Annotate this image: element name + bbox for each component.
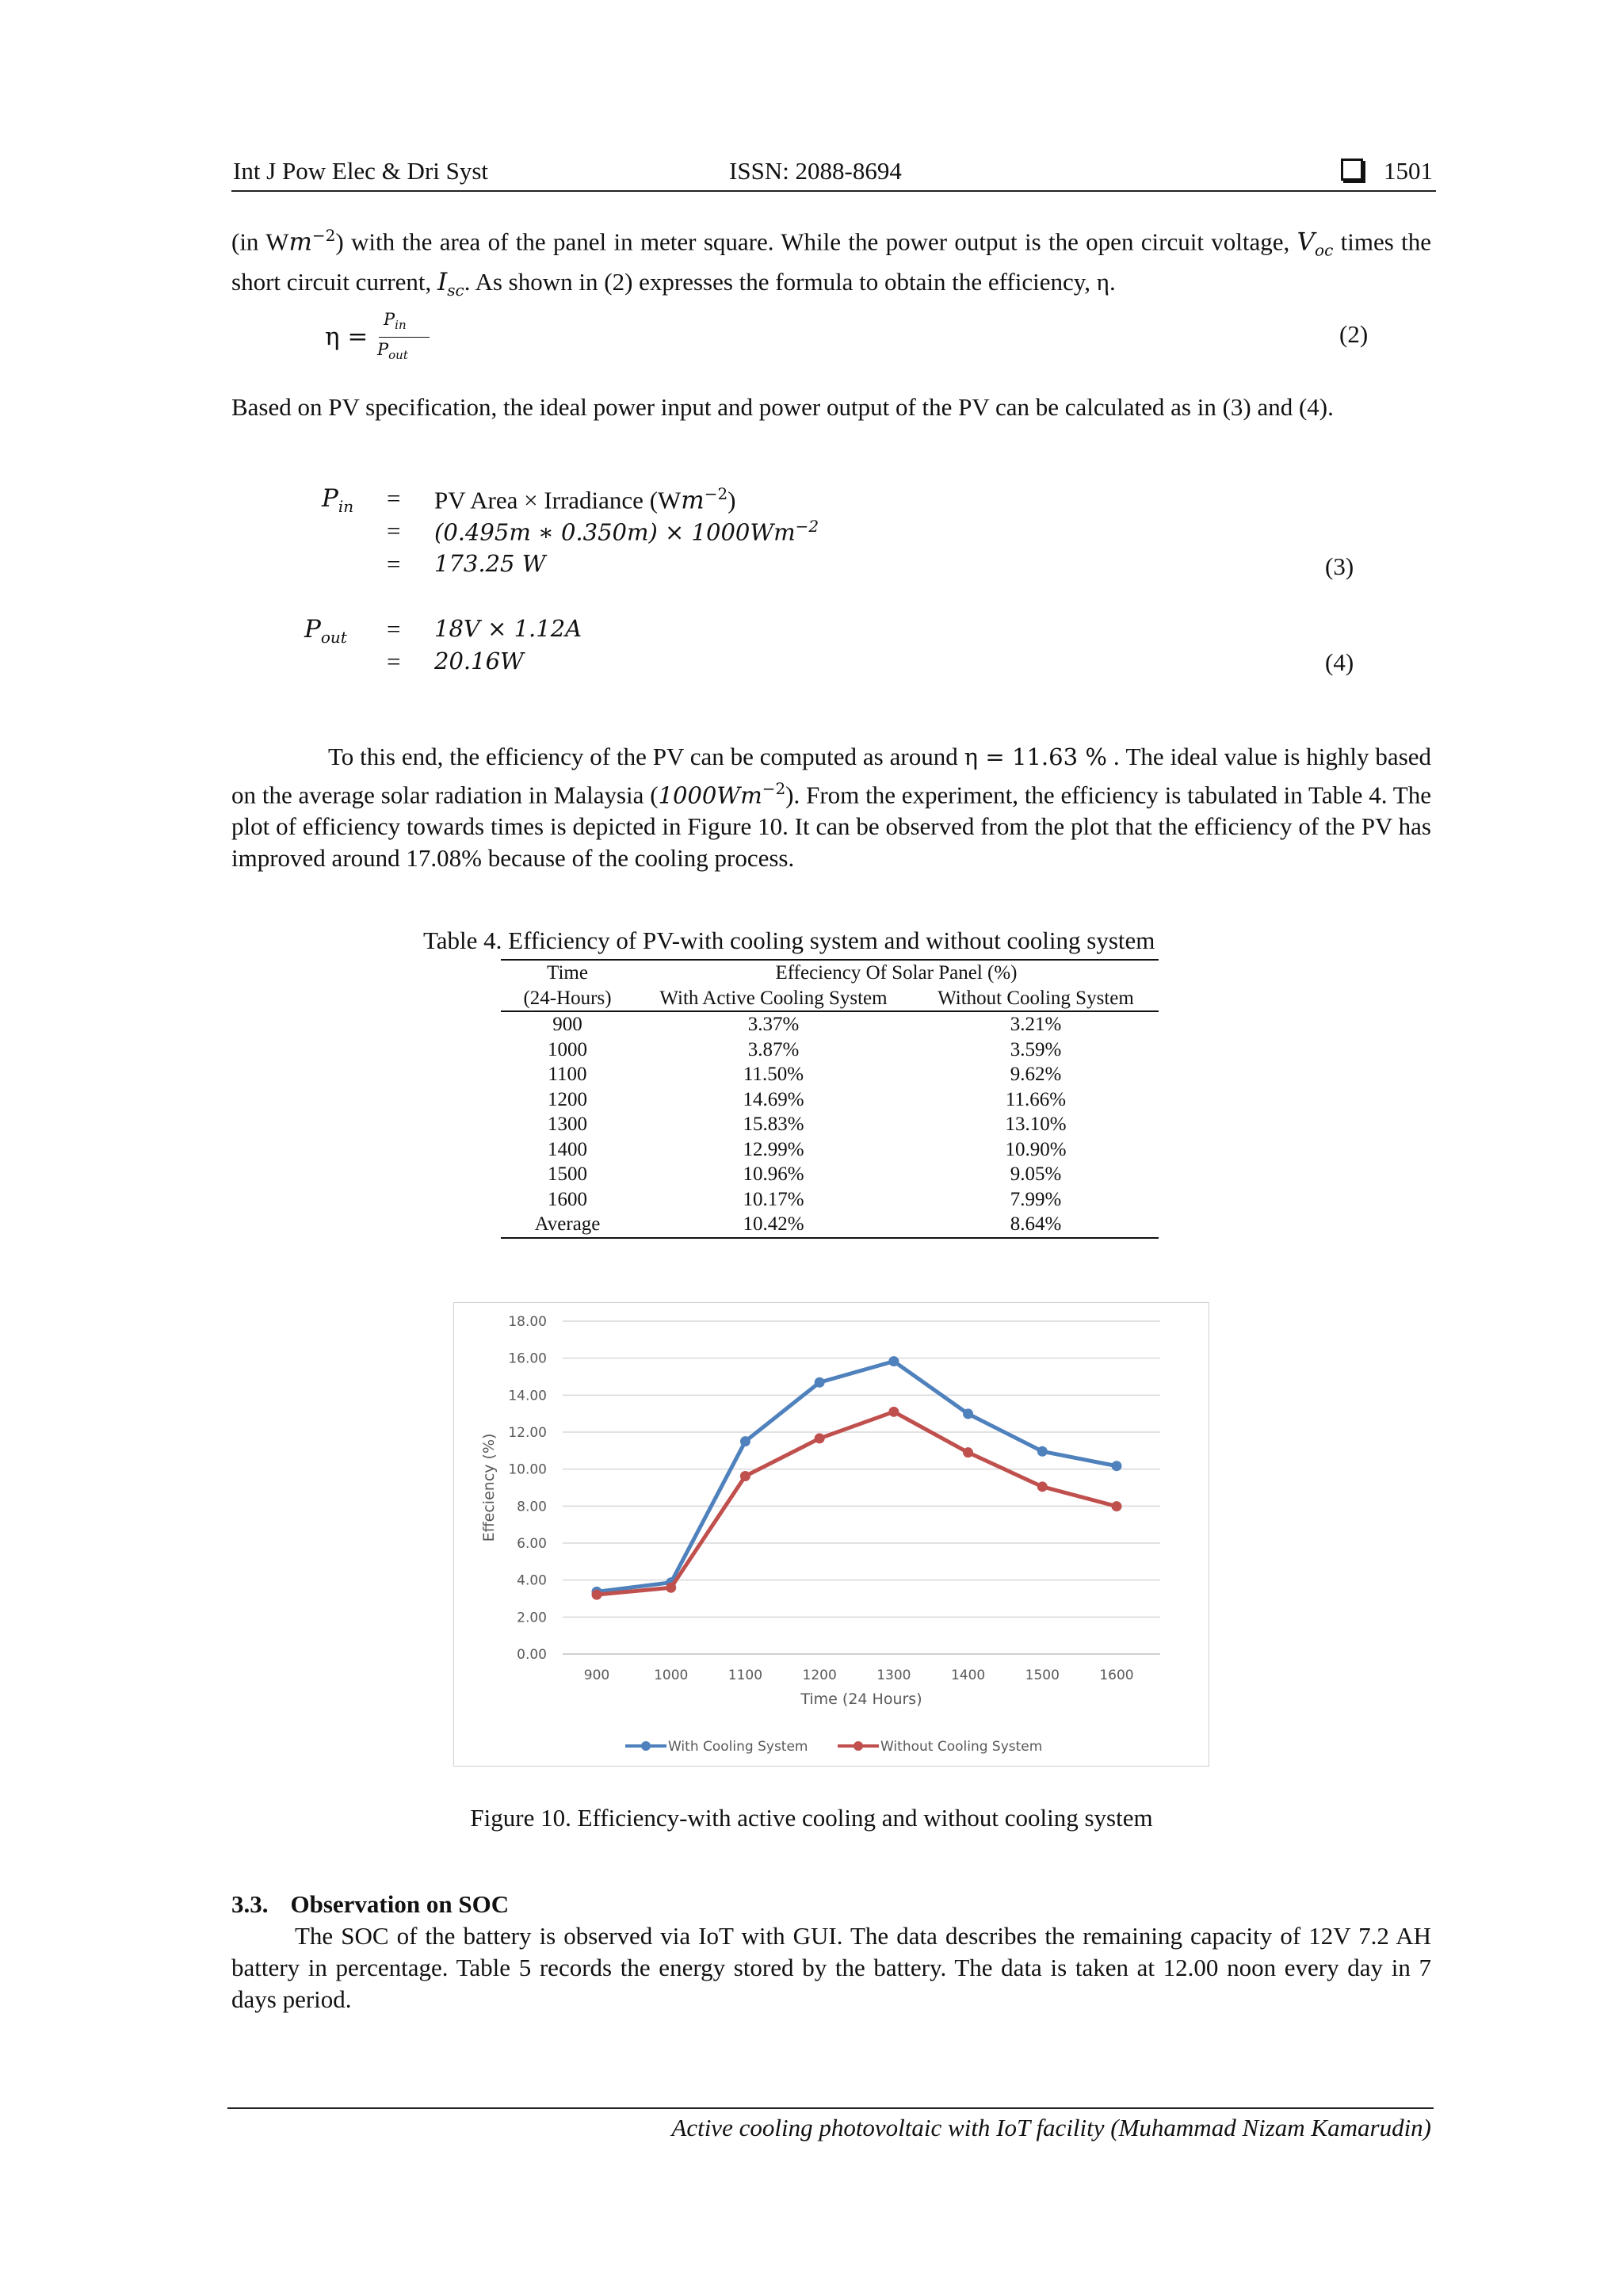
table-4-body (501, 1011, 1159, 1238)
x-tick-label: 1100 (727, 1668, 763, 1683)
cell-time: 1600 (548, 1188, 587, 1210)
math-isc: I (437, 267, 448, 296)
math-run: P (322, 484, 338, 513)
table-row (501, 1112, 1159, 1137)
math-sup: −2 (795, 517, 819, 536)
x-axis-label: Time (24 Hours) (800, 1690, 922, 1708)
checkbox-square-icon (1341, 159, 1363, 181)
table-row (501, 1187, 1159, 1213)
col-header-time: Time (547, 962, 588, 984)
legend-swatch-marker (854, 1741, 863, 1751)
cell-without-cooling: 7.99% (1010, 1188, 1062, 1210)
y-tick-label: 12.00 (508, 1425, 547, 1441)
math-sub: oc (1315, 240, 1334, 260)
cell-without-cooling: 13.10% (1005, 1114, 1067, 1135)
cell-with-cooling: 10.42% (743, 1213, 804, 1235)
text-run: To this end, the efficiency of the PV can be computed as around (328, 743, 964, 770)
data-point (815, 1377, 825, 1388)
data-point (963, 1408, 973, 1419)
data-point (592, 1590, 602, 1600)
table-4-caption: Table 4. Efficiency of PV-with cooling system and without cooling system (423, 926, 1155, 954)
eq3-equals-2: = (387, 517, 401, 544)
cell-with-cooling: 14.69% (743, 1088, 804, 1110)
cell-with-cooling: 3.37% (747, 1014, 800, 1035)
section-heading (231, 1890, 509, 1919)
col-header-time-unit: (24-Hours) (501, 986, 634, 1012)
cell-without-cooling: 11.66% (1005, 1088, 1067, 1110)
cell-time: 1400 (548, 1138, 587, 1160)
eq4-row1: 18V × 1.12A (434, 615, 582, 642)
eq2-lhs: η = (325, 323, 369, 351)
cell-without-cooling: 8.64% (1010, 1213, 1062, 1235)
series-line (597, 1412, 1117, 1595)
table-4 (501, 959, 1159, 1239)
series-line (597, 1362, 1117, 1592)
x-tick-label: 1200 (802, 1668, 837, 1683)
y-axis-label: Effeciency (%) (480, 1433, 498, 1542)
col-header-without-cooling: Without Cooling System (913, 986, 1159, 1012)
section-number: 3.3. (231, 1890, 269, 1918)
eq4-lhs (304, 615, 347, 647)
data-point (666, 1583, 676, 1593)
eq4-row2: 20.16W (434, 648, 524, 674)
eq4-equals-1: = (387, 615, 401, 643)
math-sup: −2 (704, 484, 728, 503)
x-tick-label: 1600 (1099, 1668, 1134, 1683)
legend-entry: With Cooling System (668, 1739, 808, 1755)
data-point (888, 1407, 899, 1417)
math-sub: sc (447, 280, 464, 300)
figure-10-chart (453, 1302, 1209, 1767)
data-point (888, 1356, 899, 1366)
table-row (501, 1062, 1159, 1087)
table-row (501, 1087, 1159, 1113)
text-run: . As shown in (2) expresses the formula to obtain the efficiency, η. (464, 267, 1116, 296)
paragraph-efficiency (231, 741, 1431, 874)
data-point (815, 1433, 825, 1443)
table-row (501, 1162, 1159, 1187)
eq3-equals-1: = (387, 484, 401, 512)
cell-time: 1500 (548, 1163, 587, 1185)
cell-without-cooling: 10.90% (1005, 1138, 1067, 1160)
eq3-row3: 173.25 W (434, 550, 546, 577)
cell-with-cooling: 3.87% (747, 1038, 800, 1060)
data-point (1112, 1461, 1122, 1471)
page-header (231, 155, 1436, 192)
journal-name: Int J Pow Elec & Dri Syst (233, 157, 489, 185)
math-run: η = 11.63 % (964, 743, 1107, 770)
cell-time: 1300 (548, 1114, 587, 1135)
y-tick-label: 8.00 (517, 1499, 547, 1515)
text-run: (in W (231, 227, 289, 256)
table-row (501, 1037, 1159, 1063)
text-run: ). From the experiment, the efficiency is tabulated in Table 4. The plot of efficiency towards times is depicted in Figure 10. It can be observed from the plot that the efficiency of the PV has improved around 17.08% because of the cooling process. (231, 781, 1431, 873)
math-run: m (288, 227, 312, 257)
issn: ISSN: 2088-8694 (729, 157, 902, 185)
text-run: ) with the area of the panel in meter square. While the power output is the open circuit voltage, (335, 227, 1297, 256)
y-tick-label: 0.00 (517, 1647, 547, 1663)
eq2-denominator (377, 340, 408, 362)
cell-with-cooling: 10.17% (743, 1188, 804, 1210)
data-point (740, 1436, 750, 1446)
legend-swatch-marker (641, 1741, 651, 1751)
data-point (1037, 1446, 1048, 1457)
figure-10-caption: Figure 10. Efficiency-with active cooling and without cooling system (470, 1804, 1153, 1832)
text-run: ) (727, 486, 736, 514)
math-run: m (681, 486, 705, 515)
x-tick-label: 900 (583, 1668, 610, 1683)
section-title: Observation on SOC (290, 1890, 510, 1918)
text-run: . The ideal value is highly based on the average solar radiation in Malaysia ( (231, 743, 1432, 809)
eq3-row1 (434, 484, 736, 514)
y-tick-label: 2.00 (517, 1610, 547, 1626)
math-voc: V (1296, 227, 1316, 257)
cell-time: 1200 (548, 1088, 587, 1110)
cell-without-cooling: 9.62% (1010, 1064, 1062, 1085)
cell-with-cooling: 15.83% (743, 1114, 804, 1135)
table-row (501, 1212, 1159, 1238)
y-tick-label: 18.00 (508, 1314, 547, 1330)
page-number-group (1341, 157, 1433, 185)
math-run: P (377, 340, 389, 359)
math-run: 1000Wm (658, 781, 762, 809)
math-sup: −2 (762, 779, 786, 798)
math-sub: in (338, 497, 354, 517)
fraction-bar (379, 337, 430, 338)
cell-without-cooling: 9.05% (1010, 1163, 1062, 1185)
equation-2-label: (2) (1339, 320, 1369, 348)
math-sup: −2 (311, 226, 336, 245)
cell-without-cooling: 3.59% (1010, 1038, 1062, 1060)
cell-without-cooling: 3.21% (1010, 1014, 1062, 1035)
x-tick-label: 1500 (1025, 1668, 1060, 1683)
y-tick-label: 16.00 (508, 1350, 547, 1367)
y-tick-label: 6.00 (517, 1536, 547, 1552)
page-number: 1501 (1384, 157, 1433, 185)
math-sub: in (395, 318, 407, 333)
eq2-numerator (384, 310, 407, 332)
math-sub: out (388, 348, 408, 363)
cell-time: 1100 (548, 1064, 587, 1085)
eq3-lhs (322, 484, 353, 516)
data-point (1037, 1481, 1048, 1492)
paragraph-power-input (231, 220, 1431, 306)
eq3-equals-3: = (387, 550, 401, 578)
data-point (1112, 1501, 1122, 1511)
cell-time: Average (534, 1213, 601, 1235)
cell-with-cooling: 10.96% (743, 1163, 804, 1185)
math-run: (0.495m ∗ 0.350m) × 1000Wm (434, 518, 796, 546)
eq4-equals-2: = (387, 648, 401, 675)
cell-time: 900 (552, 1014, 582, 1035)
table-row (501, 1011, 1159, 1037)
footer-rule (227, 2107, 1434, 2109)
text-run: PV Area × Irradiance (W (434, 486, 682, 514)
y-tick-label: 10.00 (508, 1461, 547, 1478)
math-sub: out (320, 628, 347, 648)
x-tick-label: 1400 (950, 1668, 986, 1683)
footer-citation: Active cooling photovoltaic with IoT facility (Muhammad Nizam Kamarudin) (671, 2114, 1431, 2141)
y-tick-label: 4.00 (517, 1572, 547, 1589)
equation-3-label: (3) (1325, 552, 1354, 580)
equation-4-label: (4) (1325, 648, 1354, 676)
legend-entry: Without Cooling System (880, 1739, 1043, 1755)
paragraph-soc: The SOC of the battery is observed via IoT with GUI. The data describes the remaining capacity of 12V 7.2 AH battery in percentage. Table 5 records the energy stored by the battery. The data is taken at 12.00 noon every day in 7 days period. (231, 1922, 1431, 2013)
cell-time: 1000 (548, 1038, 587, 1060)
table-row (501, 1137, 1159, 1163)
data-point (963, 1447, 973, 1457)
col-header-group: Effeciency Of Solar Panel (%) (775, 962, 1018, 984)
eq3-row2 (434, 517, 819, 546)
cell-with-cooling: 12.99% (743, 1138, 804, 1160)
efficiency-line-chart (454, 1303, 1209, 1766)
math-run: P (384, 310, 395, 329)
x-tick-label: 1000 (654, 1668, 689, 1683)
y-tick-label: 14.00 (508, 1388, 547, 1404)
text-run: times the short circuit current, (231, 227, 1431, 296)
x-tick-label: 1300 (876, 1668, 911, 1683)
paragraph-pv-spec: Based on PV specification, the ideal power input and power output of the PV can be calculated as in (3) and (4). (231, 393, 1334, 421)
cell-with-cooling: 11.50% (743, 1064, 804, 1085)
col-header-with-cooling: With Active Cooling System (634, 986, 913, 1012)
math-run: P (304, 615, 321, 644)
data-point (740, 1471, 750, 1481)
